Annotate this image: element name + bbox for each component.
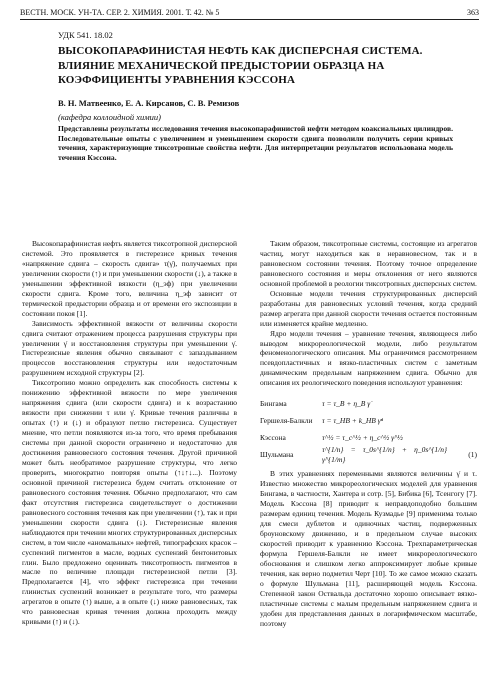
equation-name: Кэссона bbox=[260, 432, 286, 442]
equation-name: Гершеля-Балкли bbox=[260, 415, 313, 425]
equation-shulman bbox=[260, 446, 477, 463]
right-column bbox=[260, 239, 477, 629]
journal-reference: ВЕСТН. МОСК. УН-ТА. СЕР. 2. ХИМИЯ. 2001. Т. 42. № 5 bbox=[20, 8, 220, 17]
abstract: Представлены результаты исследования течения высокопарафинистой нефти методом коаксиальных цилиндров. Последовательные опыты с увеличением и уменьшением скорости сдвига позволили получить серии кривых течения, характеризующие тиксотропные свойства нефти. Для интерпретации результатов использована модель течения Кэссона. bbox=[58, 124, 453, 162]
running-header bbox=[20, 8, 479, 17]
paragraph: Тиксотропию можно определить как способность системы к понижению эффективной вязкости по мере увеличения напряжения сдвига (или скорости сдвига) и к возрастанию вязкости при снижении τ или γ̇. Кривые течения различны в опытах (↑) и (↓) и образуют петлю гистерезиса. Существует мнение, что петли появляются из-за того, что время пребывания системы при данной скорости ограничено и недостаточно для достижения равновесного состояния течения. Другой причиной может быть необратимое разрушение структуры, что легко проверить, многократно повторяя опыты (↑↓↑↓...). Поэтому основной причиной гистерезиса будем считать отклонение от равновесного состояния течения. Обычно предполагают, что сам факт отсутствия гистерезиса свидетельствует о достижении равновесного состояния течения как при увеличении (↑), так и при уменьшении скорости сдвига (↓). Гистерезисные явления наблюдаются при течении многих структурированных дисперсных систем, в том числе «аномальных» нефтей, типографских красок – суспензий пигментов в масле, водных суспензий бентонитовых глин. Было предложено оценивать тиксотропность пигментов в масле по величине площади гистерезисной петли [3]. Предполагается [4], что эффект гистерезиса при течении глинистых суспензий возникает в результате того, что размеры агрегатов в опыте (↑) выше, а в опыте (↓) ниже равновесных, так что равновесная кривая течения должна проходить между кривыми (↑) и (↓). bbox=[22, 378, 237, 627]
equations-block bbox=[260, 395, 477, 463]
article-title: ВЫСОКОПАРАФИНИСТАЯ НЕФТЬ КАК ДИСПЕРСНАЯ СИСТЕМА. ВЛИЯНИЕ МЕХАНИЧЕСКОЙ ПРЕДЫСТОРИИ ОБРАЗЦА НА КОЭФФИЦИЕНТЫ УРАВНЕНИЯ КЭССОНА bbox=[58, 45, 423, 86]
equation-herschel-bulkley bbox=[260, 412, 477, 429]
paragraph: В этих уравнениях переменными являются величины γ̇ и τ. Известно множество микрореологических моделей для уравнения Бингама, в частности, Хантера и сотр. [5], Бибика [6], Тсенгогу [7]. Модель Кэссона [8] приводит к неправдоподобно большим размерам единиц течения. Модель Кузмадье [9] применима только для смеси дублетов и одиночных частиц, подверженных броуновскому движению, и в предельном случае высоких скоростей приводит к уравнению Кэссона. Трехпараметрическая формула Гершеля-Балкли не имеет микрореологического обоснования и слишком легко аппроксимирует любые кривые течения, как верно подметил Черт [10]. То же самое можно сказать о формуле Шульмана [11], расширяющей модель Кэссона. Степенной закон Оствальда достаточно хорошо описывает вязко-пластичные системы с малым предельным напряжением сдвига и удобен для представления данных в логарифмическом масштабе, поэтому bbox=[260, 469, 477, 628]
paragraph: Зависимость эффективной вязкости от величины скорости сдвига считают отражением процесса разрушения структуры при увеличении γ̇ и восстановления структуры при уменьшении γ̇. Гистерезисные явления обычно связывают с запаздыванием процессов восстановления структуры или недостаточным разрушением исходной структуры [2]. bbox=[22, 318, 237, 378]
paragraph: Основные модели течения структурированных дисперсий разработаны для равновесных условий течения, когда средний размер агрегата при данной скорости течения остается постоянным или изменяется крайне медленно. bbox=[260, 288, 477, 328]
header-rule bbox=[20, 19, 479, 20]
udk-code: УДК 541. 18.02 bbox=[58, 30, 113, 40]
equation-formula: τ = τ_HB + k_HB γ̇ⁿ bbox=[322, 415, 384, 425]
department: (кафедра коллоидной химии) bbox=[58, 112, 161, 122]
paragraph: Ядро модели течения – уравнение течения, являющееся либо выводом микрореологической модели, либо результатом феноменологического описания. Мы ограничимся рассмотрением псевдопластичных и вязко-пластичных систем с заметным динамическим предельным напряжением сдвига. Обычно для описания их реологического поведения используют уравнения: bbox=[260, 328, 477, 388]
equation-name: Шульмана bbox=[260, 449, 294, 459]
page-number: 363 bbox=[467, 8, 479, 17]
equation-casson bbox=[260, 429, 477, 446]
equation-formula: τ^{1/n} = τ_0s^{1/n} + η_0s^{1/n} γ̇^{1/m} bbox=[322, 444, 447, 464]
left-column bbox=[22, 239, 237, 627]
paragraph: Таким образом, тиксотропные системы, состоящие из агрегатов частиц, могут находиться как в неравновесном, так и в равновесном состоянии течения. Поэтому точное определение равновесного состояния и меры отклонения от него являются основной проблемой в реологии тиксотропных дисперсных систем. bbox=[260, 239, 477, 288]
equation-formula: τ = τ_B + η_B γ̇ bbox=[322, 398, 371, 408]
equation-formula: τ^½ = τ_c^½ + η_c^½ γ̇^½ bbox=[322, 432, 403, 442]
equation-number: (1) bbox=[468, 449, 477, 459]
authors: В. Н. Матвеенко, Е. А. Кирсанов, С. В. Ремизов bbox=[58, 98, 240, 108]
equation-bingham bbox=[260, 395, 477, 412]
equation-name: Бингама bbox=[260, 398, 287, 408]
paragraph: Высокопарафинистая нефть является тиксотропной дисперсной системой. Это проявляется в гистерезисе кривых течения «напряжение сдвига – скорость сдвига» τ(γ̇), получаемых при увеличении скорости (↑) и при уменьшении скорости (↓), а также в уменьшении эффективной вязкости (η_эф) при увеличении скорости сдвига. Кроме того, величина η_эф зависит от термической предыстории образца и от времени его экспозиции в состоянии покоя [1]. bbox=[22, 239, 237, 318]
